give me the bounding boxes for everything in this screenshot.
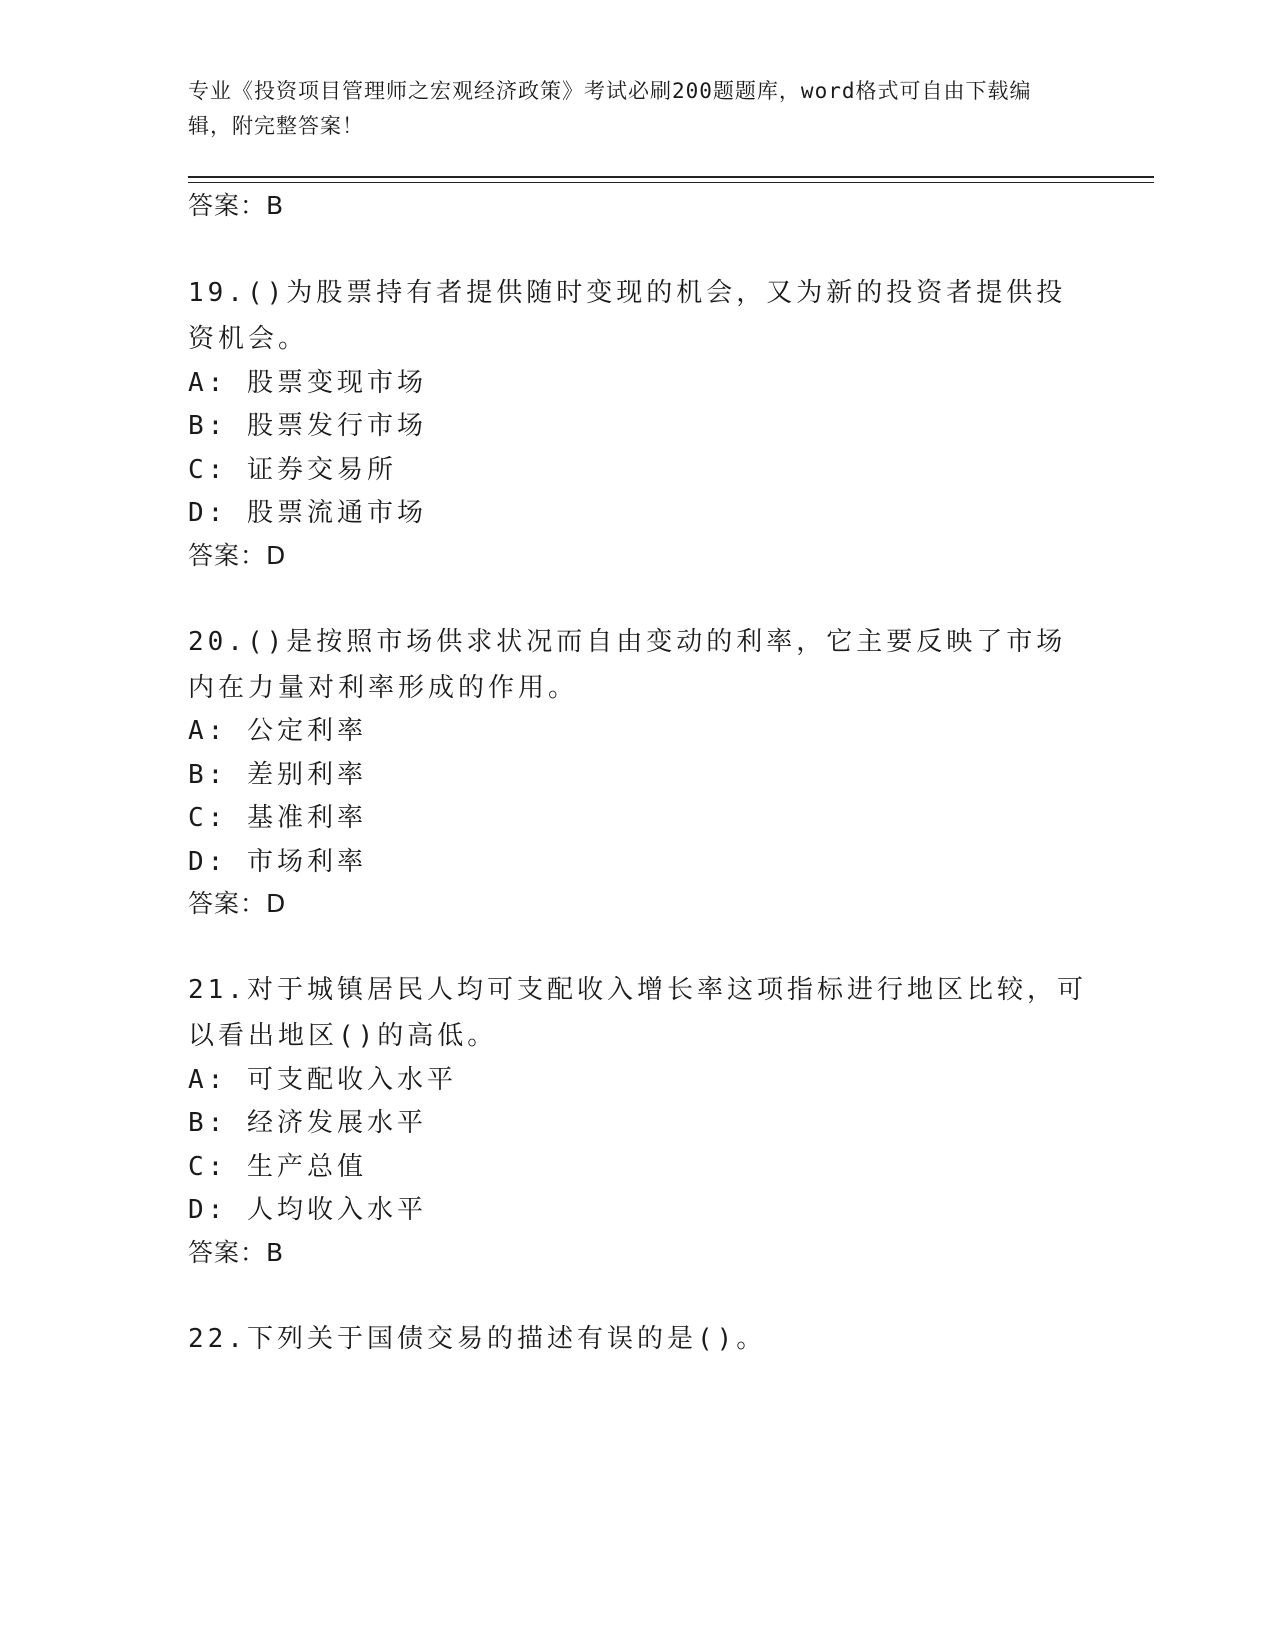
document-header: 专业《投资项目管理师之宏观经济政策》考试必刷200题题库，word格式可自由下载编辑，附完整答案！	[188, 79, 1032, 138]
question-19-option-d: D: 股票流通市场	[188, 498, 427, 528]
question-20-option-c: C: 基准利率	[188, 803, 367, 833]
question-20: 20.()是按照市场供求状况而自由变动的利率，它主要反映了市场内在力量对利率形成的作用。	[188, 627, 1067, 703]
question-20-option-a: A: 公定利率	[188, 716, 367, 746]
question-20-option-d: D: 市场利率	[188, 847, 367, 877]
answer-19: 答案：D	[188, 541, 287, 570]
question-19-option-b: B: 股票发行市场	[188, 411, 427, 441]
question-20-option-b: B: 差别利率	[188, 760, 367, 790]
header-divider-thick	[188, 176, 1154, 178]
question-21-option-c: C: 生产总值	[188, 1152, 367, 1182]
answer-prev: 答案：B	[188, 191, 285, 220]
header-divider-thin	[188, 182, 1154, 183]
question-19: 19.()为股票持有者提供随时变现的机会，又为新的投资者提供投资机会。	[188, 278, 1067, 354]
question-22: 22.下列关于国债交易的描述有误的是()。	[188, 1324, 767, 1354]
question-21-option-b: B: 经济发展水平	[188, 1108, 427, 1138]
question-21: 21.对于城镇居民人均可支配收入增长率这项指标进行地区比较，可以看出地区()的高低。	[188, 975, 1087, 1051]
answer-20: 答案：D	[188, 889, 287, 918]
question-21-option-a: A: 可支配收入水平	[188, 1065, 457, 1095]
question-19-option-c: C: 证券交易所	[188, 455, 397, 485]
question-21-option-d: D: 人均收入水平	[188, 1195, 427, 1225]
question-19-option-a: A: 股票变现市场	[188, 368, 427, 398]
answer-21: 答案：B	[188, 1238, 285, 1267]
